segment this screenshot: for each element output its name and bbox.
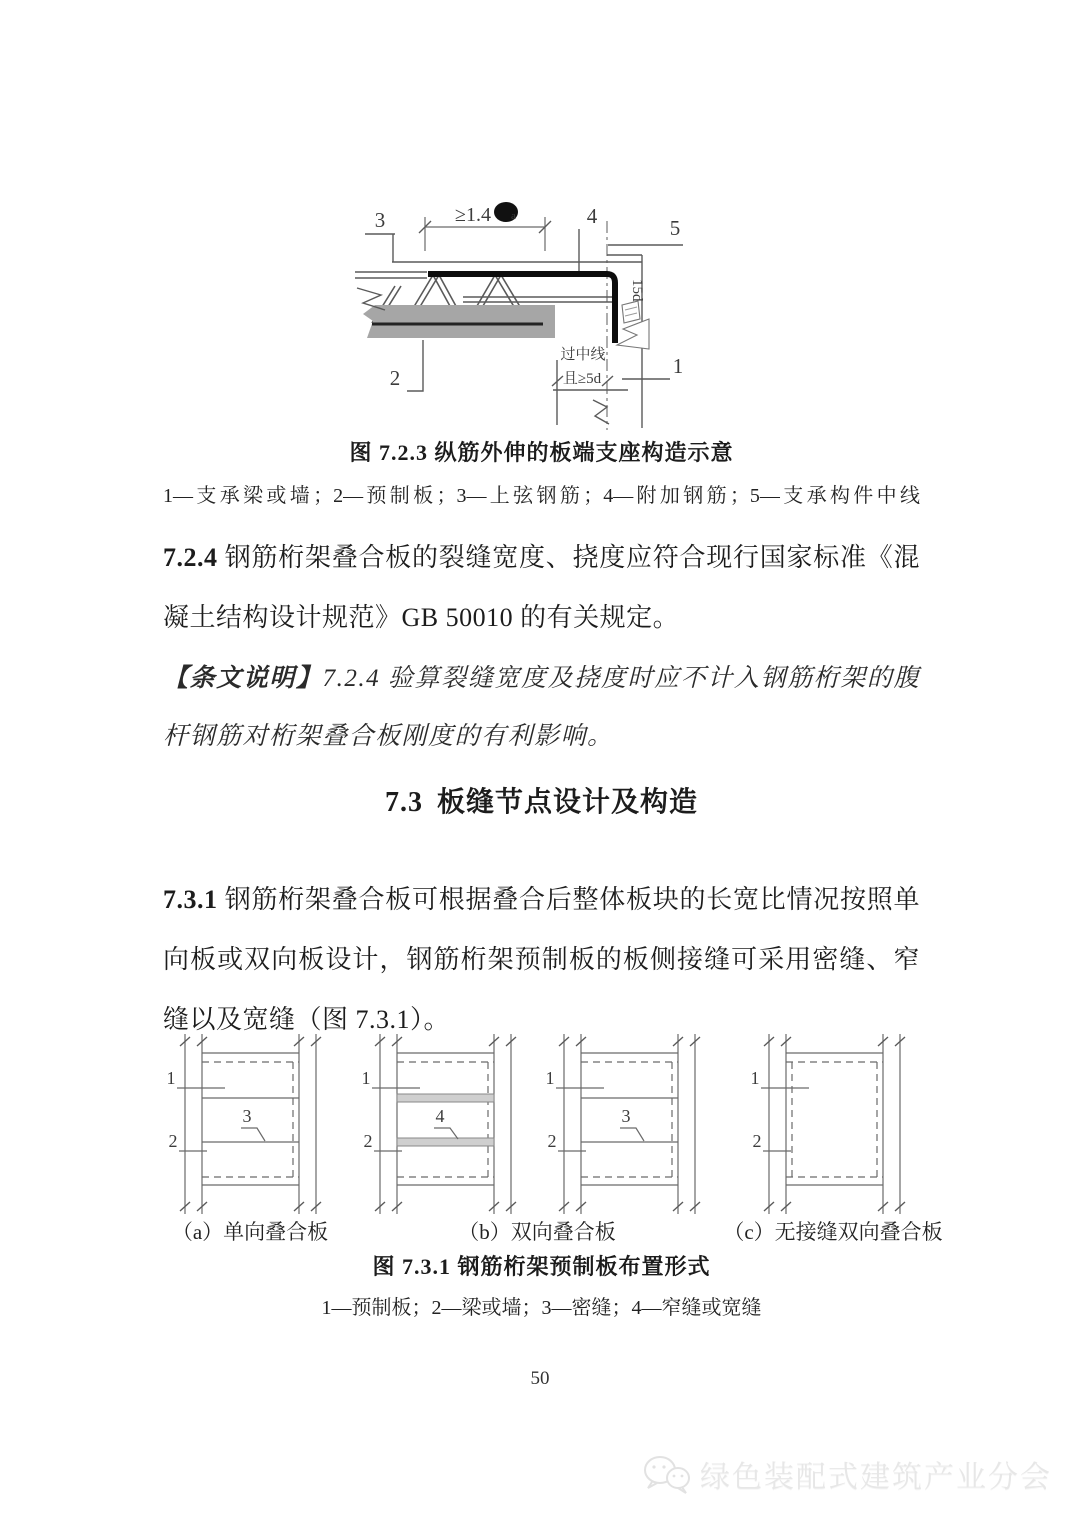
subcaption-b: （b）双向叠合板 — [458, 1220, 616, 1244]
break-symbol-hook — [617, 319, 649, 349]
callout-3 — [365, 208, 395, 262]
callout-2-label: 2 — [168, 1131, 178, 1151]
top-dimension — [419, 202, 551, 251]
callout-5-label: 5 — [669, 216, 681, 240]
clause-7-3-1 — [163, 870, 920, 1050]
callout-2-label: 2 — [363, 1131, 373, 1151]
commentary-number: 7.2.4 — [322, 665, 388, 692]
callout-2-label: 2 — [752, 1131, 762, 1151]
figure-7-3-1-drawing — [155, 1032, 935, 1217]
panel-b-two-way-joints — [362, 1034, 517, 1214]
callout-3-label: 3 — [374, 208, 386, 232]
page-number: 50 — [530, 1368, 550, 1389]
wide-joint-strip — [397, 1138, 494, 1146]
clause-text: 钢筋桁架叠合板可根据叠合后整体板块的长宽比情况按照单向板或双向板设计，钢筋桁架预制板的板侧接缝可采用密缝、窄缝以及宽缝（图 7.3.1）。 — [163, 885, 920, 1034]
callout-3-label: 3 — [242, 1106, 252, 1126]
section-7-3-heading — [163, 780, 920, 820]
clause-number: 7.2.4 — [163, 543, 218, 572]
panel-c-two-way-flush — [546, 1034, 701, 1214]
figure-7-2-3-drawing — [355, 193, 700, 438]
section-number: 7.3 — [384, 787, 423, 818]
clause-7-2-4 — [163, 528, 920, 648]
figure-7-2-3-caption: 图 7.2.3 纵筋外伸的板端支座构造示意 — [349, 440, 734, 465]
anchor-note: 且≥5d — [562, 371, 602, 387]
callout-1 — [622, 354, 683, 379]
callout-1-label: 1 — [750, 1068, 760, 1088]
watermark-text: 绿色装配式建筑产业分会 — [700, 1461, 1052, 1494]
callout-2 — [390, 340, 423, 391]
commentary-text: 验算裂缝宽度及挠度时应不计入钢筋桁架的腹杆钢筋对桁架叠合板刚度的有利影响。 — [163, 665, 920, 750]
callout-1-label: 1 — [545, 1068, 555, 1088]
subcaption-a: （a）单向叠合板 — [171, 1220, 329, 1244]
dimension-suffix: a — [511, 210, 516, 222]
figure-7-3-1-caption: 图 7.3.1 钢筋桁架预制板布置形式 — [372, 1254, 711, 1279]
callout-2-label: 2 — [547, 1131, 557, 1151]
centerline-note: 过中线 — [560, 347, 606, 363]
anchor-notes — [552, 346, 628, 425]
callout-3-label: 3 — [621, 1106, 631, 1126]
wechat-icon — [640, 1452, 692, 1496]
figure-7-3-1-legend: 1—预制板；2—梁或墙；3—密缝；4—窄缝或宽缝 — [321, 1297, 762, 1319]
panel-d-seamless — [751, 1034, 906, 1214]
callout-5 — [608, 216, 683, 245]
callout-1-label: 1 — [361, 1068, 371, 1088]
clause-text: 钢筋桁架叠合板的裂缝宽度、挠度应符合现行国家标准《混凝土结构设计规范》GB 50010 的有关规定。 — [163, 543, 920, 632]
commentary-7-2-4 — [163, 650, 920, 766]
callout-2-label: 2 — [389, 366, 401, 390]
commentary-prefix: 【条文说明】 — [163, 665, 323, 692]
panel-a-one-way — [167, 1034, 322, 1214]
callout-1-label: 1 — [672, 354, 684, 378]
wide-joint-strip — [397, 1094, 494, 1102]
break-symbol-small — [622, 301, 640, 323]
precast-slab — [363, 305, 555, 338]
clause-number: 7.3.1 — [163, 885, 218, 914]
callout-4-label: 4 — [435, 1106, 445, 1126]
top-dimension-value: ≥1.4 — [455, 204, 491, 226]
watermark — [640, 1452, 1052, 1496]
subcaption-c: （c）无接缝双向叠合板 — [723, 1220, 943, 1244]
hook-length-label: 15d — [629, 279, 645, 302]
callout-4-label: 4 — [586, 204, 598, 228]
section-title: 板缝节点设计及构造 — [436, 787, 698, 818]
figure-7-2-3-legend: 1—支承梁或墙；2—预制板；3—上弦钢筋；4—附加钢筋；5—支承构件中线 — [163, 485, 920, 507]
callout-1-label: 1 — [166, 1068, 176, 1088]
